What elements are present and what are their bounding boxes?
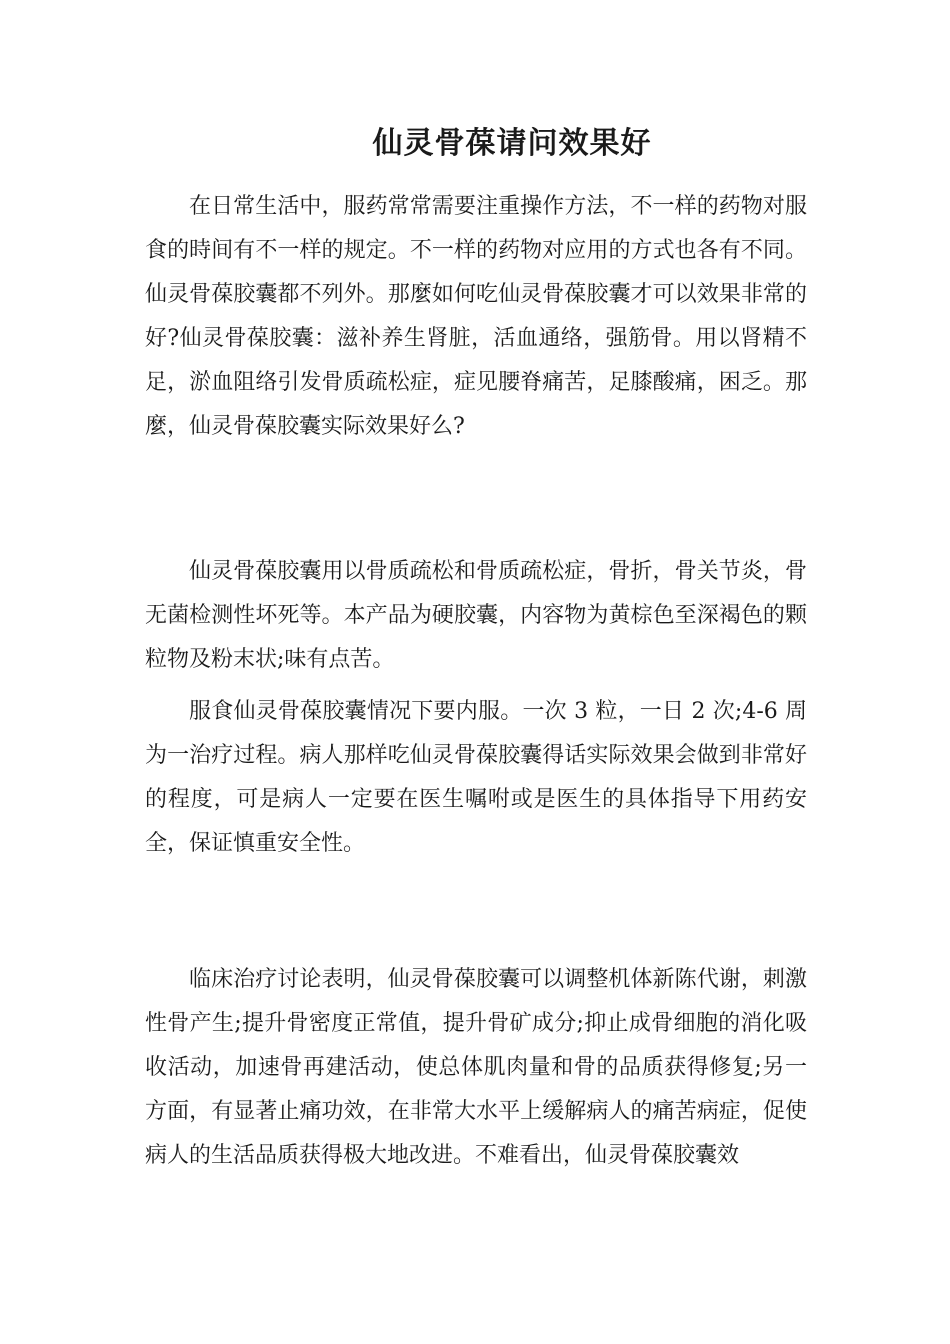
paragraph-block-1	[145, 185, 807, 449]
paragraph-block-2	[145, 550, 807, 682]
paragraph-block-3	[145, 690, 807, 866]
paragraph-3: 服食仙灵骨葆胶囊情况下要内服。一次 3 粒，一日 2 次;4-6 周为一治疗过程。病人那样吃仙灵骨葆胶囊得话实际效果会做到非常好的程度，可是病人一定要在医生嘱咐或是医生的具体指导下用药安全，保证慎重安全性。	[145, 699, 807, 856]
paragraph-block-4	[145, 958, 807, 1178]
document-title: 仙灵骨葆请问效果好	[372, 126, 652, 161]
paragraph-1: 在日常生活中，服药常常需要注重操作方法，不一样的药物对服食的時间有不一样的规定。不一样的药物对应用的方式也各有不同。仙灵骨葆胶囊都不列外。那麼如何吃仙灵骨葆胶囊才可以效果非常的好?仙灵骨葆胶囊：滋补养生肾脏，活血通络，强筋骨。用以肾精不足，淤血阻络引发骨质疏松症，症见腰脊痛苦，足膝酸痛，困乏。那麼，仙灵骨葆胶囊实际效果好么?	[145, 194, 807, 439]
paragraph-4: 临床治疗讨论表明，仙灵骨葆胶囊可以调整机体新陈代谢，刺激性骨产生;提升骨密度正常值，提升骨矿成分;抑止成骨细胞的消化吸收活动，加速骨再建活动，使总体肌肉量和骨的品质获得修复;另一方面，有显著止痛功效，在非常大水平上缓解病人的痛苦病症，促使病人的生活品质获得极大地改进。不难看出，仙灵骨葆胶囊效	[145, 967, 807, 1168]
paragraph-2: 仙灵骨葆胶囊用以骨质疏松和骨质疏松症，骨折，骨关节炎，骨无菌检测性坏死等。本产品为硬胶囊，内容物为黄棕色至深褐色的颗粒物及粉末状;味有点苦。	[145, 559, 807, 672]
